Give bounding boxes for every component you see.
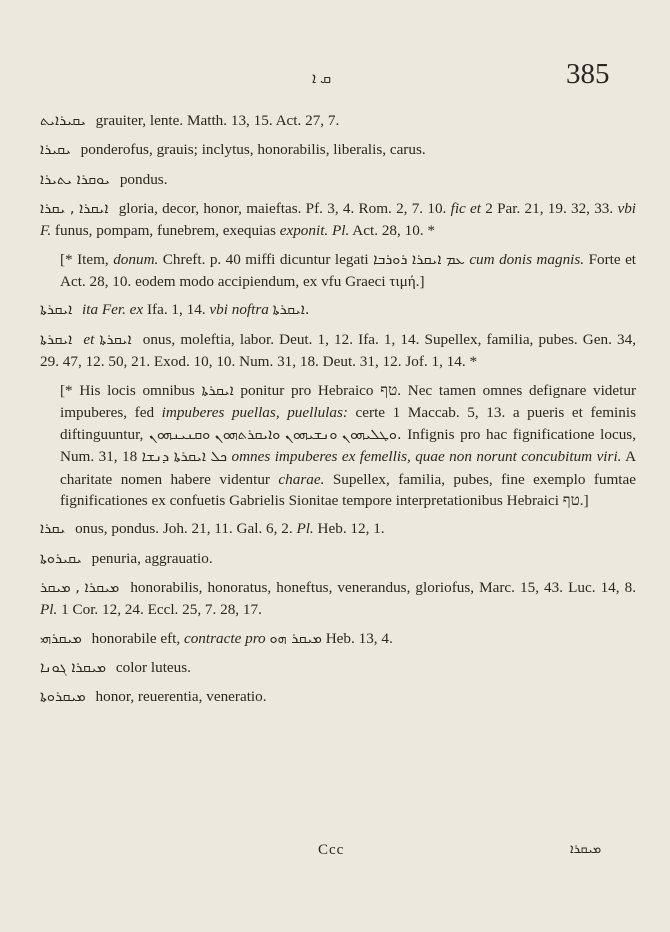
syriac-headword: ܡܝܩܪܐ , ܡܝܩܪ <box>40 579 120 596</box>
entry-text: 1 Cor. 12, 24. Eccl. 25, 7. 28, 17. <box>61 601 262 619</box>
signature-mark: Ccc <box>318 842 345 858</box>
entry-italic: impuberes puellas, puellulas: <box>161 404 348 422</box>
syriac-phrase: ܥܡ ܐܝܩܪܐ ܪܘܪܒܐ <box>373 251 465 268</box>
entry-text: ponderofus, grauis; inclytus, honorabilis, liberalis, carus. <box>80 141 426 159</box>
syriac-headword: ܐܝܩܪܐ , ܝܩܪܐ <box>40 200 109 217</box>
entry-italic: Pl. <box>296 520 314 538</box>
entry-text: 2 Par. 21, 19. 32, 33. <box>485 199 614 217</box>
syriac-headword: ܐܝܩܪܬܐ <box>40 302 73 319</box>
lexicon-entry <box>40 628 636 651</box>
entry-text: honor, reuerentia, veneratio. <box>95 688 267 706</box>
folio-mark: ܩ ܐ <box>312 71 332 87</box>
entry-text: Heb. 13, 4. <box>325 629 393 647</box>
syriac-phrase: ܘܛܠܝܗܘܢ ܘܢܫܝܗܘܢ ܘܐܝܩܪܬܗܘܢ ܘܩܢܝܢܗܘܢ. <box>148 426 402 443</box>
entry-text: Supellex, familia, pubes, fine exemplo fumtae fignificationes ex confuetis Gabrielis Sionitae tempore interpretationibus Hebraici טף.] <box>60 470 637 510</box>
entry-italic: contracte pro <box>183 629 266 647</box>
entry-text: Act. 28, 10. * <box>352 222 435 240</box>
entry-text: onus, pondus. Joh. 21, 11. Gal. 6, 2. <box>75 520 293 538</box>
lexicon-note <box>40 249 636 293</box>
entry-text: [* His locis omnibus <box>60 381 195 399</box>
syriac-headword: ܡܝܩܪܘܬܐ <box>40 689 86 706</box>
syriac-phrase: ܐܝܩܪܬܐ <box>201 382 234 399</box>
entry-text: Ifa. 1, 14. <box>146 301 206 319</box>
lexicon-note <box>40 380 636 512</box>
entry-italic: cum donis magnis. <box>469 250 585 268</box>
syriac-phrase: ܐܝܩܪܬܐ <box>99 331 132 348</box>
entry-italic: donum. <box>113 250 159 268</box>
syriac-phrase: ܐܝܩܪܬܐ. <box>272 302 310 319</box>
entry-text: color luteus. <box>115 659 191 677</box>
entry-italic: omnes impuberes ex femellis, quae non norunt concubitum viri. <box>231 448 622 466</box>
entry-text: A charitate nomen habere videntur <box>60 448 637 488</box>
lexicon-entry <box>40 198 636 242</box>
lexicon-entry <box>40 169 636 192</box>
entry-text: honorabile eft, <box>91 629 181 647</box>
entry-italic: ita Fer. ex <box>82 301 144 319</box>
syriac-headword: ܝܩܝܪܐܝܬ <box>40 113 86 129</box>
lexicon-entry <box>40 548 636 571</box>
entry-italic: vbi F. <box>40 199 637 240</box>
entry-italic: exponit. Pl. <box>279 222 350 240</box>
entry-italic: et <box>83 330 95 348</box>
entry-text: onus, moleftia, labor. Deut. 1, 12. Ifa. 1, 14. Supellex, familia, pubes. Gen. 34, 29. 47, 12. 50, 21. Exod. 10, 10. Num. 31, 18. Deut. 31, 12. Jof. 1, 14. * <box>40 330 636 371</box>
syriac-headword: ܡܝܩܪܐ ܓܘܢܐ <box>40 660 107 677</box>
entry-text: certe 1 Maccab. 5, 13. a pueris et feminis diftinguuntur, <box>60 404 636 443</box>
entry-text: ponitur pro Hebraico טף. Nec tamen omnes defignare videtur impuberes, fed <box>60 381 637 422</box>
entry-text: Forte et Act. 28, 10. eodem modo accipiendum, ex vfu Graeci τιμή.] <box>60 250 637 291</box>
entry-text: gloria, decor, honor, maieftas. Pf. 3, 4. Rom. 2, 7. 10. <box>118 199 447 217</box>
entry-text: Chreft. p. 40 miffi dicuntur legati <box>162 250 369 268</box>
syriac-phrase: ܟܠ ܐܝܩܪܬܐ ܕܢܫܐ <box>141 449 228 466</box>
lexicon-entry <box>40 139 636 162</box>
lexicon-entry <box>40 110 636 133</box>
catchword: ܡܝܩܪܐ <box>570 842 602 857</box>
lexicon-entry <box>40 577 636 621</box>
syriac-headword: ܐܝܩܪܬܐ <box>40 331 73 348</box>
entry-text: pondus. <box>119 170 168 188</box>
entry-italic: fic et <box>450 199 481 217</box>
entry-text: honorabilis, honoratus, honeftus, venerandus, gloriofus, Marc. 15, 43. Luc. 14, 8. <box>130 578 636 596</box>
lexicon-entries <box>40 110 636 716</box>
syriac-headword: ܡܝܩܪܗܝ <box>40 630 82 647</box>
syriac-headword: ܝܩܪܐ <box>40 521 66 538</box>
entry-italic: charae. <box>278 470 325 488</box>
entry-text: funus, pompam, funebrem, exequias <box>54 222 276 240</box>
syriac-headword: ܝܘܩܪܐ ܝܬܝܪܐ <box>40 171 111 188</box>
syriac-phrase: ܡܝܩܪ ܗܘ <box>269 630 322 647</box>
entry-text: Infignis pro hac fignificatione locus, Num. 31, 18 <box>60 425 637 466</box>
lexicon-entry <box>40 518 636 541</box>
lexicon-entry <box>40 329 636 373</box>
syriac-headword: ܝܩܝܪܘܬܐ <box>40 550 82 567</box>
entry-text: Heb. 12, 1. <box>317 520 385 538</box>
page-number: 385 <box>566 58 610 90</box>
lexicon-entry <box>40 657 636 680</box>
syriac-headword: ܝܩܝܪܐ <box>40 142 71 159</box>
entry-text: penuria, aggrauatio. <box>91 549 213 567</box>
entry-text: [* Item, <box>60 250 109 268</box>
entry-italic: Pl. <box>40 601 58 619</box>
lexicon-entry <box>40 686 636 709</box>
lexicon-entry <box>40 299 636 322</box>
entry-text: grauiter, lente. Matth. 13, 15. Act. 27, 7. <box>95 112 340 129</box>
entry-italic: vbi noftra <box>209 301 269 319</box>
